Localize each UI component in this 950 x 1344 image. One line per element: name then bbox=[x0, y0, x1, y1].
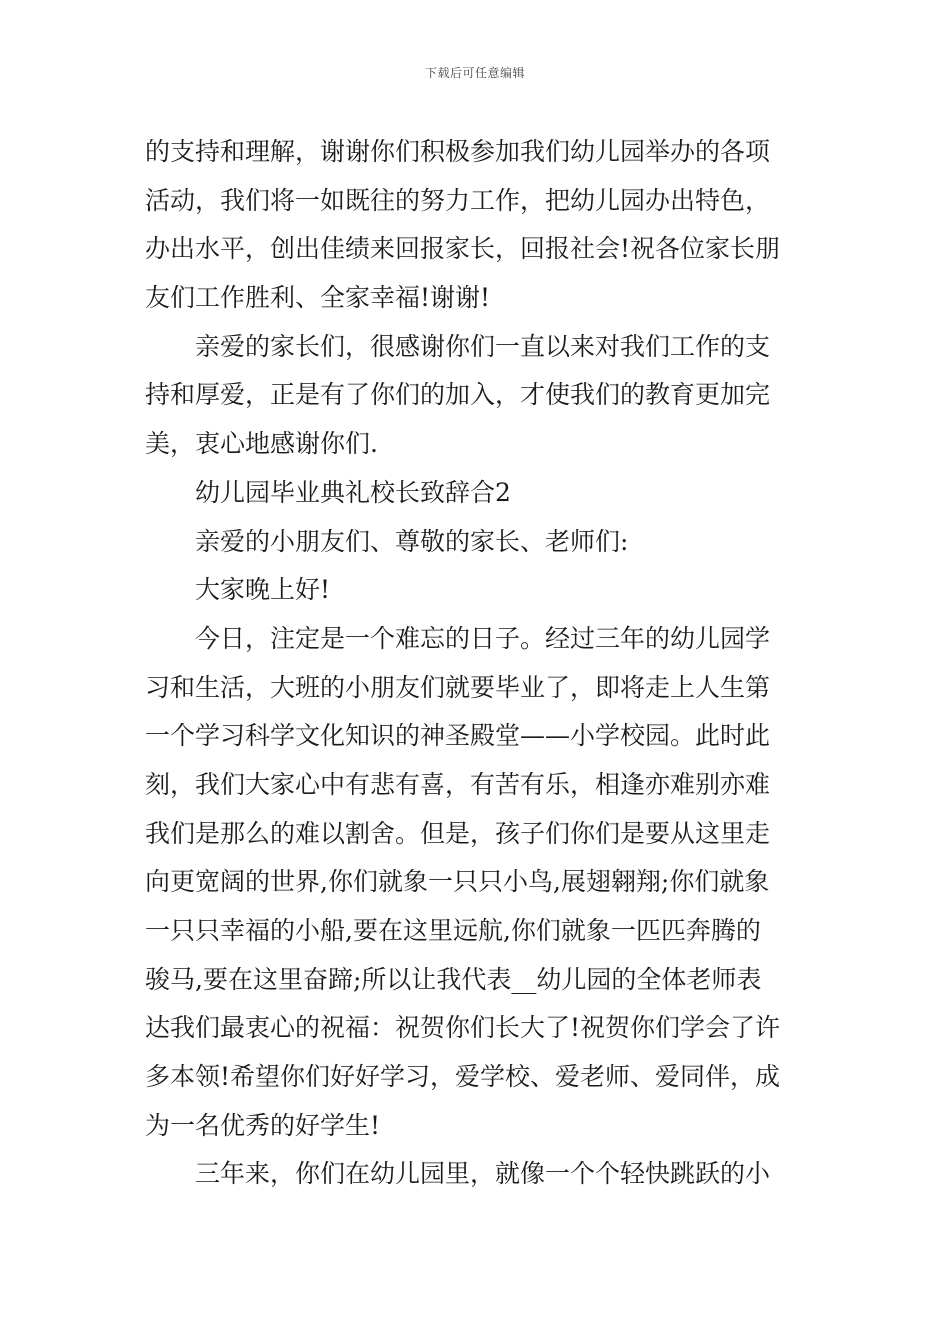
text-line: 习和生活，大班的小朋友们就要毕业了，即将走上人生第 bbox=[145, 672, 771, 702]
text-line: 活动，我们将一如既往的努力工作，把幼儿园办出特色， bbox=[145, 185, 771, 215]
text-line: 向更宽阔的世界,你们就象一只只小鸟,展翅翱翔;你们就象 bbox=[145, 867, 770, 897]
salutation: 亲爱的小朋友们、尊敬的家长、老师们: bbox=[195, 526, 629, 556]
text-line: 刻，我们大家心中有悲有喜，有苦有乐，相逢亦难别亦难 bbox=[145, 769, 771, 799]
greeting: 大家晚上好! bbox=[195, 575, 331, 605]
text-line: 友们工作胜利、全家幸福!谢谢! bbox=[145, 283, 491, 313]
document-body bbox=[145, 128, 805, 1199]
text-line: 多本领!希望你们好好学习，爱学校、爱老师、爱同伴，成 bbox=[145, 1062, 781, 1092]
text-line: 我们是那么的难以割舍。但是，孩子们你们是要从这里走 bbox=[145, 818, 771, 848]
text-line: 美，衷心地感谢你们. bbox=[145, 429, 378, 459]
text-line: 为一名优秀的好学生! bbox=[145, 1110, 381, 1140]
text-line: 达我们最衷心的祝福：祝贺你们长大了!祝贺你们学会了许 bbox=[145, 1013, 781, 1043]
page-header: 下载后可任意编辑 bbox=[424, 66, 525, 80]
text-line: 的支持和理解，谢谢你们积极参加我们幼儿园举办的各项 bbox=[145, 137, 771, 166]
text-line: 一个学习科学文化知识的神圣殿堂——小学校园。此时此 bbox=[145, 721, 771, 751]
text-line: 亲爱的家长们，很感谢你们一直以来对我们工作的支 bbox=[195, 331, 771, 361]
text-line: 办出水平，创出佳绩来回报家长，回报社会!祝各位家长朋 bbox=[145, 234, 781, 264]
text-line: 今日，注定是一个难忘的日子。经过三年的幼儿园学 bbox=[195, 623, 771, 653]
text-line: 持和厚爱，正是有了你们的加入，才使我们的教育更加完 bbox=[145, 380, 771, 410]
text-line: 骏马,要在这里奋蹄;所以让我代表__幼儿园的全体老师表 bbox=[145, 964, 762, 994]
section-heading: 幼儿园毕业典礼校长致辞合2 bbox=[195, 477, 511, 507]
text-line: 三年来，你们在幼儿园里，就像一个个轻快跳跃的小 bbox=[195, 1159, 771, 1189]
text-line: 一只只幸福的小船,要在这里远航,你们就象一匹匹奔腾的 bbox=[145, 916, 761, 945]
